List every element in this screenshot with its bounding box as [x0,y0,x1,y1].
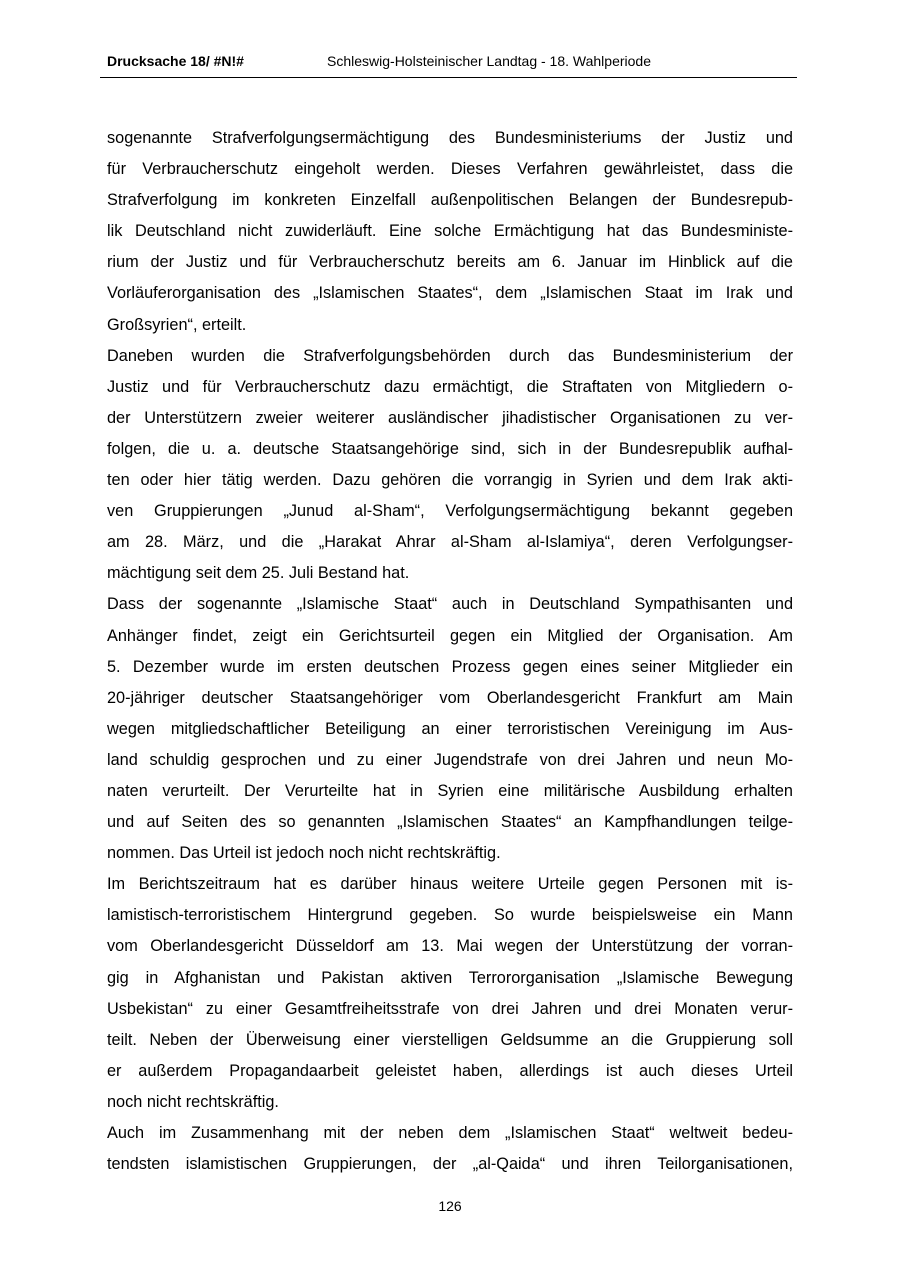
text-line: Daneben wurden die Strafverfolgungsbehörden durch das Bundesministerium der [107,346,793,365]
text-line: noch nicht rechtskräftig. [107,1092,279,1111]
text-line: Anhänger findet, zeigt ein Gerichtsurteil gegen ein Mitglied der Organisation. Am [107,626,793,645]
text-line: ten oder hier tätig werden. Dazu gehören die vorrangig in Syrien und dem Irak akti- [107,471,793,490]
body-text [107,123,793,1180]
text-line: Strafverfolgung im konkreten Einzelfall außenpolitischen Belangen der Bundesrepub- [107,191,793,210]
text-line: 5. Dezember wurde im ersten deutschen Prozess gegen eines seiner Mitglieder ein [107,657,793,676]
page-header [107,51,797,71]
text-line: er außerdem Propagandaarbeit geleistet haben, allerdings ist auch dieses Urteil [107,1061,793,1080]
text-line: rium der Justiz und für Verbraucherschutz bereits am 6. Januar im Hinblick auf die [107,253,793,272]
header-divider [100,77,797,78]
text-line: am 28. März, und die „Harakat Ahrar al-Sham al-Islamiya“, deren Verfolgungser- [107,533,793,552]
text-line: Auch im Zusammenhang mit der neben dem „Islamischen Staat“ weltweit bedeu- [107,1124,793,1142]
text-line: nommen. Das Urteil ist jedoch noch nicht rechtskräftig. [107,844,501,863]
text-line: tendsten islamistischen Gruppierungen, der „al-Qaida“ und ihren Teilorganisationen, [107,1155,793,1174]
text-line: land schuldig gesprochen und zu einer Jugendstrafe von drei Jahren und neun Mo- [107,750,793,769]
header-title: Schleswig-Holsteinischer Landtag - 18. Wahlperiode [327,53,651,69]
text-line: Großsyrien“, erteilt. [107,315,247,334]
paragraph [107,341,793,590]
text-line: Dass der sogenannte „Islamische Staat“ auch in Deutschland Sympathisanten und [107,595,793,614]
text-line: Im Berichtszeitraum hat es darüber hinaus weitere Urteile gegen Personen mit is- [107,875,793,894]
paragraph [107,589,793,869]
text-line: 20-jähriger deutscher Staatsangehöriger vom Oberlandesgericht Frankfurt am Main [107,688,793,707]
paragraph [107,123,793,341]
text-line: lamistisch-terroristischem Hintergrund gegeben. So wurde beispielsweise ein Mann [107,906,793,925]
text-line: naten verurteilt. Der Verurteilte hat in Syrien eine militärische Ausbildung erhalten [107,781,793,800]
text-line: gig in Afghanistan und Pakistan aktiven Terrororganisation „Islamische Bewegung [107,968,793,987]
document-number: Drucksache 18/ #N!# [107,53,244,69]
text-line: der Unterstützern zweier weiterer ausländischer jihadistischer Organisationen zu ver- [107,408,793,427]
text-line: lik Deutschland nicht zuwiderläuft. Eine solche Ermächtigung hat das Bundesministe- [107,222,793,241]
text-line: folgen, die u. a. deutsche Staatsangehörige sind, sich in der Bundesrepublik aufhal- [107,439,793,458]
text-line: ven Gruppierungen „Junud al-Sham“, Verfolgungsermächtigung bekannt gegeben [107,502,793,521]
text-line: Usbekistan“ zu einer Gesamtfreiheitsstrafe von drei Jahren und drei Monaten verur- [107,999,793,1018]
text-line: Vorläuferorganisation des „Islamischen Staates“, dem „Islamischen Staat im Irak und [107,284,793,303]
text-line: vom Oberlandesgericht Düsseldorf am 13. Mai wegen der Unterstützung der vorran- [107,937,793,956]
page-number: 126 [438,1198,462,1214]
text-line: und auf Seiten des so genannten „Islamischen Staates“ an Kampfhandlungen teilge- [107,813,793,832]
text-line: für Verbraucherschutz eingeholt werden. Dieses Verfahren gewährleistet, dass die [107,160,793,179]
text-line: Justiz und für Verbraucherschutz dazu ermächtigt, die Straftaten von Mitgliedern o- [107,377,793,396]
paragraph [107,869,793,1118]
paragraph [107,1118,793,1180]
text-line: teilt. Neben der Überweisung einer vierstelligen Geldsumme an die Gruppierung soll [107,1030,793,1049]
text-line: sogenannte Strafverfolgungsermächtigung des Bundesministeriums der Justiz und [107,129,793,147]
text-line: mächtigung seit dem 25. Juli Bestand hat. [107,564,410,583]
text-line: wegen mitgliedschaftlicher Beteiligung an einer terroristischen Vereinigung im Aus- [107,719,793,738]
